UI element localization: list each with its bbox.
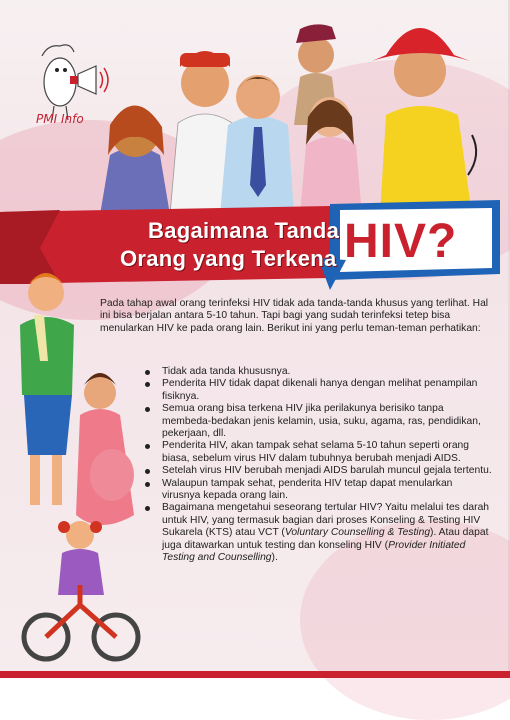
fact-item: Tidak ada tanda khususnya. <box>132 366 492 378</box>
fact-item: Semua orang bisa terkena HIV jika perilakunya berisiko tanpa membeda-bedakan jenis kelamin, usia, suku, agama, ras, pendidikan, pekerjaan, dll. <box>132 403 492 440</box>
fact-text: Bagaimana mengetahui seseorang tertular HIV? Yaitu melalui tes darah untuk HIV, yang termasuk bagian dari proses Konseling & Testing HIV Sukarela (KTS) atau VCT ( <box>162 502 490 539</box>
facts-list <box>132 366 492 565</box>
title-line-1: Bagaimana Tanda <box>148 218 340 243</box>
person-man-towel <box>20 273 74 505</box>
fact-item-testing <box>132 502 492 564</box>
fact-item: Walaupun tampak sehat, penderita HIV tetap dapat menularkan virusnya kepada orang lain. <box>132 478 492 503</box>
title-line-2: Orang yang Terkena <box>120 246 337 271</box>
intro-paragraph: Pada tahap awal orang terinfeksi HIV tidak ada tanda-tanda khusus yang terlihat. Hal ini bisa berjalan antara 5-10 tahun. Tapi bagi yang sudah terinfeksi tetep bisa menularkan HIV ke pada orang lain. Berikut ini yang perlu teman-teman perhatikan: <box>100 298 489 334</box>
pmi-info-label: PMI Info <box>36 112 84 126</box>
person-pregnant-woman <box>76 373 134 525</box>
group-illustration <box>80 5 500 215</box>
person-woman-dreadlocks <box>100 105 170 215</box>
fact-italic-term: Voluntary Counselling & Testing <box>284 527 431 539</box>
fact-item: Setelah virus HIV berubah menjadi AIDS barulah muncul gejala tertentu. <box>132 465 492 477</box>
fact-item: Penderita HIV, akan tampak sehat selama 5-10 tahun seperti orang biasa, sebelum virus HIV dalam tubuhnya berubah menjadi AIDS. <box>132 440 492 465</box>
person-man-yellow-shirt <box>372 28 476 215</box>
fact-italic-term: Provider Initiated Testing and Counselling <box>162 539 466 564</box>
fact-item: Penderita HIV tidak dapat dikenali hanya dengan melihat penampilan fisiknya. <box>132 378 492 403</box>
fact-text: ). <box>271 552 278 564</box>
bottom-red-bar <box>0 671 510 678</box>
fact-text: ). Atau dapat juga ditawarkan untuk testing dan konseling HIV ( <box>162 527 489 551</box>
person-girl-tricycle <box>24 521 138 659</box>
hiv-badge-text: HIV? <box>344 215 458 268</box>
person-man-tie <box>220 75 294 215</box>
